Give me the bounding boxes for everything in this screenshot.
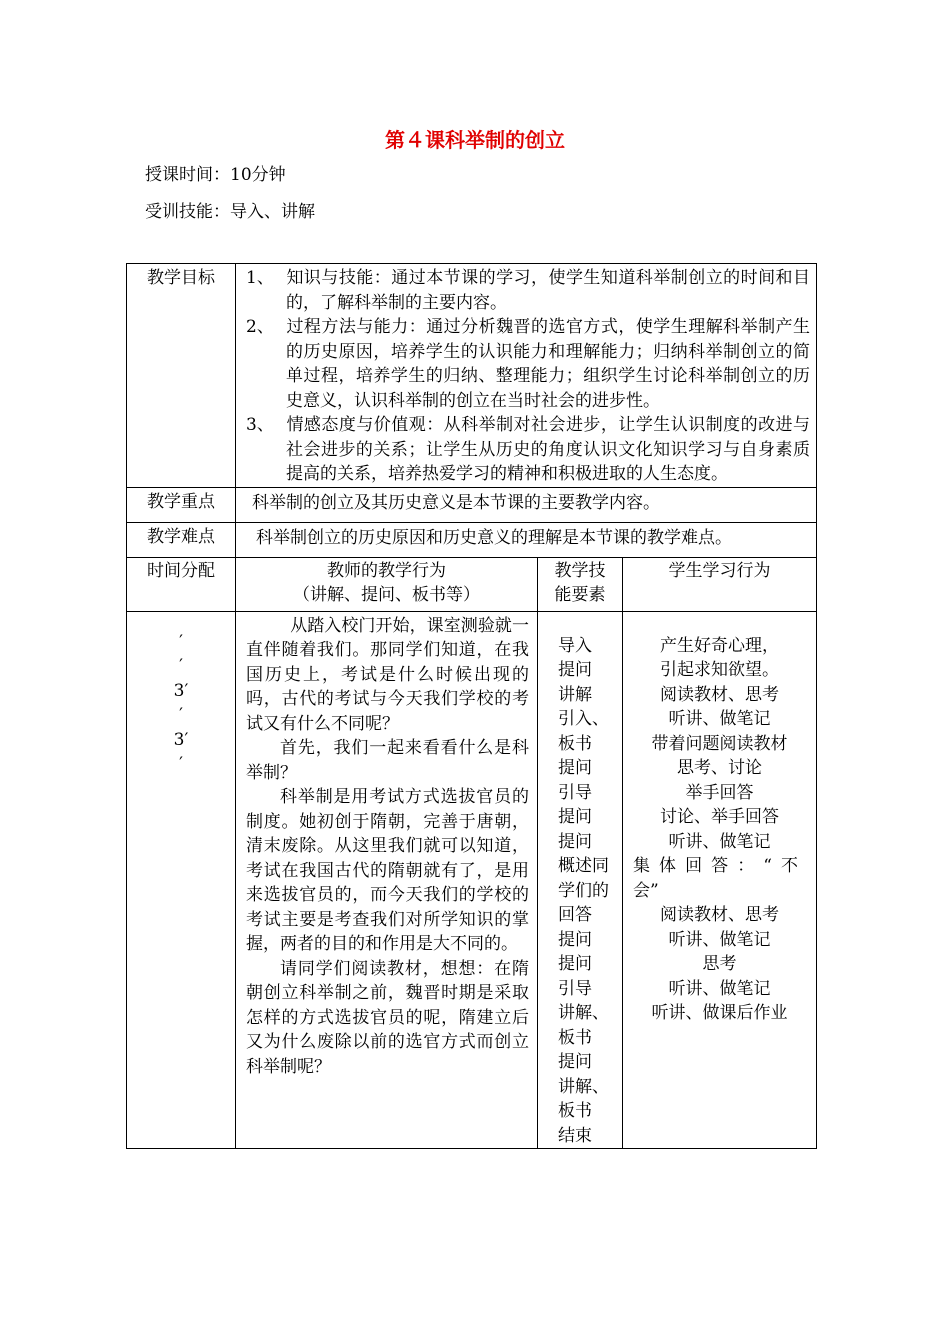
page-title: 第４课科举制的创立 [385,128,565,152]
skill-item: 提问 [558,758,592,778]
skill-item: 讲解 [558,684,592,705]
time-mark: ′ [179,705,183,725]
skill-item: 提问 [558,1052,592,1072]
objective-text: 情感态度与价值观：从科举制对社会进步，让学生认识制度的改进与社会进步的关系；让学生从历史的角度认识文化知识学习与自身素质提高的关系，培养热爱学习的精神和积极进取的人生态度。 [286,415,811,484]
skill-item: 回答 [558,905,592,925]
teacher-paragraph: 请同学们阅读教材，想想：在隋朝创立科举制之前，魏晋时期是采取怎样的方式选拔官员的呢，隋建立后又为什么废除以前的选官方式而创立科举制呢？ [246,958,529,1077]
teacher-paragraph: 从踏入校门开始，课室测验就一直伴随着我们。那同学们知道，在我国历史上，考试是什么时候出现的吗，古代的考试与今天我们学校的考试又有什么不同呢？ [246,615,529,734]
content-row [127,611,817,1149]
time-mark: ′ [179,656,183,676]
time-allocation-cell [127,611,236,1149]
objective-item [246,315,810,413]
header-skill [538,557,623,611]
student-item: 思考、讨论 [677,758,763,778]
student-item: 阅读教材、思考 [660,684,780,705]
skill-item: 引导 [558,978,592,999]
time-mark: ′ [179,631,183,652]
objective-item [246,413,810,487]
teacher-paragraph: 首先，我们一起来看看什么是科举制？ [246,738,529,783]
skill-item: 提问 [558,807,592,827]
objective-text: 知识与技能：通过本节课的学习，使学生知道科举制创立的时间和目的，了解科举制的主要内容。 [286,268,811,313]
focus-row [127,487,817,522]
skill-item: 引导 [558,782,592,803]
header-teacher-line1: 教师的教学行为 [327,560,446,581]
objective-number: 1、 [246,268,274,288]
student-item: 听讲、做笔记 [668,978,771,999]
header-teacher [236,557,538,611]
skill-elements-cell [538,611,623,1149]
student-item: 引起求知欲望。 [660,660,780,680]
header-time: 时间分配 [127,557,236,611]
trained-skill: 受训技能：导入、讲解 [145,202,315,222]
skill-item: 导入 [558,635,592,656]
student-item: 听讲、做笔记 [668,709,771,729]
lesson-plan-table [126,263,817,1149]
focus-label: 教学重点 [127,487,236,522]
objectives-row [127,264,817,488]
difficulty-text: 科举制创立的历史原因和历史意义的理解是本节课的教学难点。 [236,522,817,557]
skill-item: 引入、 [558,709,609,729]
time-mark: 3′ [173,680,189,701]
skill-item: 提问 [558,929,592,950]
objectives-label: 教学目标 [127,264,236,488]
student-item: 会” [633,880,659,901]
skill-item: 板书 [558,1027,592,1048]
header-student: 学生学习行为 [623,557,817,611]
difficulty-label: 教学难点 [127,522,236,557]
objectives-list [236,264,816,487]
student-item: 产生好奇心理， [660,635,780,656]
header-skill-line2: 能要素 [554,585,606,605]
header-teacher-line2: （讲解、提问、板书等） [293,585,480,605]
skill-item: 概述同 [558,856,609,876]
header-row [127,557,817,611]
skill-item: 提问 [558,660,592,680]
student-item: 听讲、做笔记 [668,929,771,950]
objective-number: 2、 [246,317,274,337]
student-item: 讨论、举手回答 [660,807,780,827]
focus-text: 科举制的创立及其历史意义是本节课的主要教学内容。 [236,487,817,522]
objective-number: 3、 [246,415,274,435]
time-mark: 3′ [173,729,189,750]
student-item: 听讲、做课后作业 [651,1003,788,1023]
student-item: 带着问题阅读教材 [651,733,788,754]
objectives-cell [236,264,817,488]
student-item: 阅读教材、思考 [660,905,780,925]
skill-item: 提问 [558,831,592,852]
objective-item [246,266,810,315]
skill-item: 结束 [558,1125,592,1146]
teacher-actions-cell [236,611,538,1149]
skill-item: 学们的 [558,880,609,901]
student-actions-cell [623,611,817,1149]
skill-item: 提问 [558,954,592,974]
student-item: 集体回答：“不 [633,856,799,876]
objective-text: 过程方法与能力：通过分析魏晋的选官方式，使学生理解科举制产生的历史原因，培养学生的认识能力和理解能力；归纳科举制创立的简单过程，培养学生的归纳、整理能力；组织学生讨论科举制创立的历史意义，认识科举制的创立在当时社会的进步性。 [286,317,811,411]
teacher-paragraph: 科举制是用考试方式选拔官员的制度。她初创于隋朝，完善于唐朝，清末废除。从这里我们就可以知道，考试在我国古代的隋朝就有了，是用来选拔官员的，而今天我们的学校的考试主要是考查我们对所学知识的掌握，两者的目的和作用是大不同的。 [246,787,529,954]
student-item: 举手回答 [685,782,754,803]
skill-item: 讲解、 [558,1076,609,1097]
header-skill-line1: 教学技 [554,560,606,581]
time-mark: ′ [179,754,183,774]
skill-item: 板书 [558,733,592,754]
student-item: 听讲、做笔记 [668,831,771,852]
student-item: 思考 [702,954,737,974]
difficulty-row [127,522,817,557]
lesson-time: 授课时间：10分钟 [145,165,286,185]
skill-item: 讲解、 [558,1003,609,1023]
skill-item: 板书 [558,1101,592,1121]
